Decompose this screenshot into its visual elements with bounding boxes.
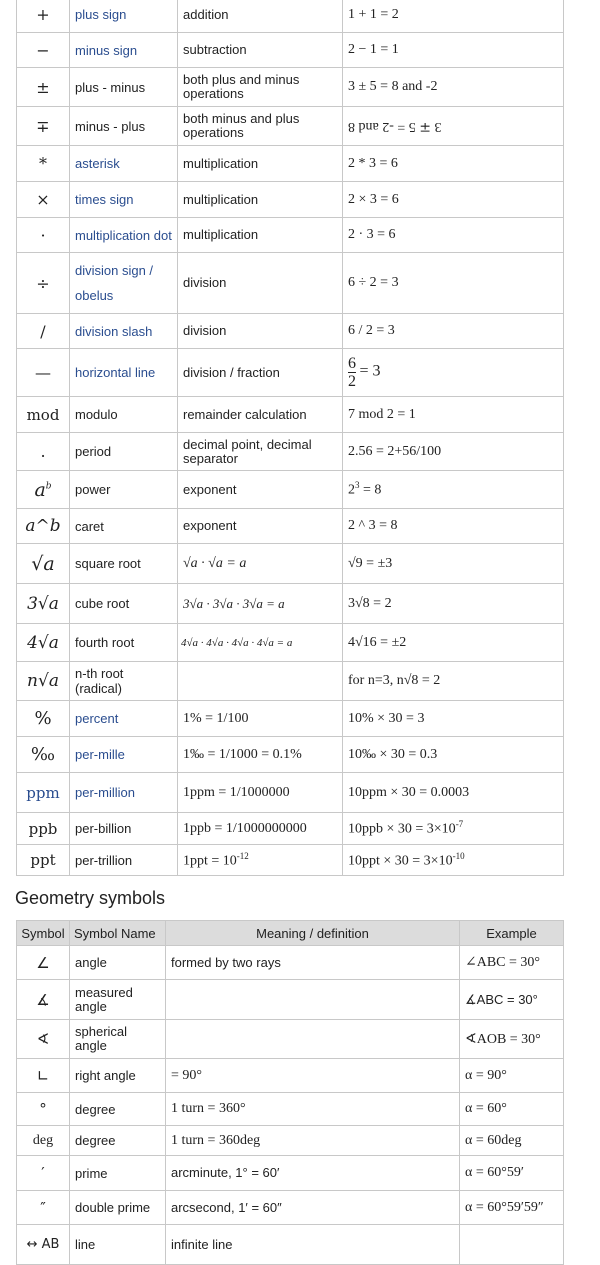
symbol-name: degree — [70, 1126, 166, 1156]
table-row — [17, 471, 564, 509]
meaning-cell: arcsecond, 1′ = 60″ — [166, 1191, 460, 1225]
example-exponent: 3 — [355, 480, 360, 491]
example-cell: 3√8 = 2 — [343, 584, 564, 624]
meaning-cell: 1‰ = 1/1000 = 0.1% — [178, 737, 343, 773]
meaning-cell — [166, 1020, 460, 1059]
meaning-cell — [178, 662, 343, 701]
symbol-name-link[interactable]: division slash — [70, 314, 178, 349]
example-cell: α = 60°59′ — [460, 1156, 564, 1191]
symbol-name-link[interactable]: division sign / obelus — [70, 253, 178, 314]
table-row — [17, 662, 564, 701]
symbol-name: n-th root (radical) — [70, 662, 178, 701]
symbol-name: per-billion — [70, 813, 178, 845]
symbol-cell: × — [17, 182, 70, 218]
symbol-cell: / — [17, 314, 70, 349]
symbol-cell: ′ — [17, 1156, 70, 1191]
example-cell: 4√16 = ±2 — [343, 624, 564, 662]
symbol-cell: ± — [17, 68, 70, 107]
symbol-name: measured angle — [70, 980, 166, 1020]
symbol-cell: n√a — [17, 662, 70, 701]
meaning-cell: multiplication — [178, 182, 343, 218]
symbol-name-link[interactable]: plus sign — [70, 0, 178, 33]
symbol-name: cube root — [70, 584, 178, 624]
column-header-symbol: Symbol — [17, 921, 70, 946]
meaning-cell: both minus and plus operations — [178, 107, 343, 146]
symbol-cell: ∠ — [17, 946, 70, 980]
example-cell: for n=3, n√8 = 2 — [343, 662, 564, 701]
table-row — [17, 218, 564, 253]
symbol-cell: ppt — [17, 845, 70, 876]
symbol-name-link[interactable]: horizontal line — [70, 349, 178, 397]
table-row — [17, 584, 564, 624]
symbol-name-link[interactable]: per-million — [70, 773, 178, 813]
fraction-numerator: 6 — [348, 355, 356, 372]
symbol-cell: ∟ — [17, 1059, 70, 1093]
symbol-cell: ↔ AB — [17, 1225, 70, 1265]
example-cell: 10ppm × 30 = 0.0003 — [343, 773, 564, 813]
meaning-cell: arcminute, 1° = 60′ — [166, 1156, 460, 1191]
example-cell — [343, 471, 564, 509]
table-row — [17, 509, 564, 544]
example-cell: 2.56 = 2+56/100 — [343, 433, 564, 471]
meaning-cell: 4√a · 4√a · 4√a · 4√a = a — [178, 624, 343, 662]
symbol-name: power — [70, 471, 178, 509]
symbol-cell — [17, 471, 70, 509]
symbol-cell: √a — [17, 544, 70, 584]
power-base: a — [34, 478, 46, 501]
meaning-cell: division — [178, 253, 343, 314]
fraction-denominator: 2 — [348, 373, 356, 390]
example-cell: 6 ÷ 2 = 3 — [343, 253, 564, 314]
symbol-name: period — [70, 433, 178, 471]
table-row — [17, 1156, 564, 1191]
meaning-cell: addition — [178, 0, 343, 33]
symbol-name: prime — [70, 1156, 166, 1191]
symbol-name-link[interactable]: per-mille — [70, 737, 178, 773]
meaning-cell — [178, 845, 343, 876]
meaning-cell: decimal point, decimal separator — [178, 433, 343, 471]
symbol-cell: ″ — [17, 1191, 70, 1225]
symbol-cell: % — [17, 701, 70, 737]
table-row — [17, 845, 564, 876]
symbol-cell: + — [17, 0, 70, 33]
table-row — [17, 1059, 564, 1093]
table-row — [17, 349, 564, 397]
example-cell: 6 / 2 = 3 — [343, 314, 564, 349]
example-exponent: -10 — [452, 850, 465, 861]
example-cell: 10% × 30 = 3 — [343, 701, 564, 737]
table-row — [17, 397, 564, 433]
symbol-name: double prime — [70, 1191, 166, 1225]
table-row — [17, 544, 564, 584]
table-row — [17, 68, 564, 107]
symbol-cell: — — [17, 349, 70, 397]
example-exponent: -7 — [455, 819, 464, 830]
example-text: 10ppb × 30 = 3×10 — [348, 821, 456, 837]
symbol-name: angle — [70, 946, 166, 980]
example-cell — [343, 349, 564, 397]
example-cell — [343, 845, 564, 876]
table-row — [17, 624, 564, 662]
example-cell: ∡ABC = 30° — [460, 980, 564, 1020]
table-row — [17, 1126, 564, 1156]
symbol-cell: · — [17, 218, 70, 253]
symbol-cell: ∡ — [17, 980, 70, 1020]
meaning-text: 1ppt = 10 — [183, 853, 237, 869]
example-cell: α = 60deg — [460, 1126, 564, 1156]
column-header-meaning: Meaning / definition — [166, 921, 460, 946]
symbol-cell: − — [17, 33, 70, 68]
symbol-cell: ÷ — [17, 253, 70, 314]
symbol-name: plus - minus — [70, 68, 178, 107]
meaning-cell: 1 turn = 360° — [166, 1093, 460, 1126]
example-flipped-text: 3 ∓ 5 = -2 and 8 — [348, 118, 442, 134]
example-text: 10ppt × 30 = 3×10 — [348, 853, 453, 869]
example-cell: α = 90° — [460, 1059, 564, 1093]
example-cell: 2 − 1 = 1 — [343, 33, 564, 68]
table-row — [17, 813, 564, 845]
example-cell: α = 60°59′59″ — [460, 1191, 564, 1225]
table-row — [17, 433, 564, 471]
symbol-cell: ∢ — [17, 1020, 70, 1059]
example-cell: 2 × 3 = 6 — [343, 182, 564, 218]
example-cell: 2 · 3 = 6 — [343, 218, 564, 253]
example-result: = 8 — [359, 482, 382, 498]
table-row — [17, 314, 564, 349]
symbol-cell: a^b — [17, 509, 70, 544]
table-row — [17, 737, 564, 773]
meaning-cell: multiplication — [178, 218, 343, 253]
column-header-example: Example — [460, 921, 564, 946]
symbol-name: minus - plus — [70, 107, 178, 146]
meaning-cell: formed by two rays — [166, 946, 460, 980]
fraction — [348, 355, 356, 390]
symbol-name-link[interactable]: asterisk — [70, 146, 178, 182]
table-row — [17, 1191, 564, 1225]
geometry-symbols-table — [16, 920, 564, 1265]
table-row — [17, 1225, 564, 1265]
symbol-cell: * — [17, 146, 70, 182]
table-row — [17, 33, 564, 68]
example-cell: ∠ABC = 30° — [460, 946, 564, 980]
meaning-cell: infinite line — [166, 1225, 460, 1265]
meaning-cell: = 90° — [166, 1059, 460, 1093]
table-row — [17, 1093, 564, 1126]
example-cell: α = 60° — [460, 1093, 564, 1126]
table-row — [17, 107, 564, 146]
meaning-cell: 1 turn = 360deg — [166, 1126, 460, 1156]
meaning-cell: 1ppb = 1/1000000000 — [178, 813, 343, 845]
symbol-name: per-trillion — [70, 845, 178, 876]
meaning-cell: 1ppm = 1/1000000 — [178, 773, 343, 813]
meaning-cell: both plus and minus operations — [178, 68, 343, 107]
symbol-cell: deg — [17, 1126, 70, 1156]
fraction-result: = 3 — [359, 362, 381, 380]
symbol-cell: ∓ — [17, 107, 70, 146]
table-row — [17, 980, 564, 1020]
symbol-cell: . — [17, 433, 70, 471]
table-row — [17, 946, 564, 980]
symbol-name: degree — [70, 1093, 166, 1126]
symbol-name-link[interactable]: percent — [70, 701, 178, 737]
table-row — [17, 253, 564, 314]
symbol-name-link[interactable]: multiplication dot — [70, 218, 178, 253]
symbol-name: fourth root — [70, 624, 178, 662]
symbol-name: spherical angle — [70, 1020, 166, 1059]
meaning-cell: exponent — [178, 509, 343, 544]
column-header-name: Symbol Name — [70, 921, 166, 946]
symbol-cell: ‰ — [17, 737, 70, 773]
meaning-cell: 1% = 1/100 — [178, 701, 343, 737]
meaning-cell: √a · √a = a — [178, 544, 343, 584]
symbol-name: right angle — [70, 1059, 166, 1093]
example-cell: 3 ± 5 = 8 and -2 — [343, 68, 564, 107]
meaning-cell: division / fraction — [178, 349, 343, 397]
example-cell: 7 mod 2 = 1 — [343, 397, 564, 433]
example-cell — [343, 813, 564, 845]
table-row — [17, 146, 564, 182]
symbol-name-link[interactable]: times sign — [70, 182, 178, 218]
symbol-name: line — [70, 1225, 166, 1265]
table-row — [17, 701, 564, 737]
symbol-name-link[interactable]: minus sign — [70, 33, 178, 68]
symbol-cell: ppm — [17, 773, 70, 813]
table-row — [17, 0, 564, 33]
symbol-name: square root — [70, 544, 178, 584]
example-cell: ∢AOB = 30° — [460, 1020, 564, 1059]
example-cell — [460, 1225, 564, 1265]
table-row — [17, 182, 564, 218]
table-row — [17, 773, 564, 813]
example-cell: 2 * 3 = 6 — [343, 146, 564, 182]
meaning-cell: exponent — [178, 471, 343, 509]
example-cell: 10‰ × 30 = 0.3 — [343, 737, 564, 773]
meaning-cell: subtraction — [178, 33, 343, 68]
example-cell: √9 = ±3 — [343, 544, 564, 584]
meaning-cell — [166, 980, 460, 1020]
table-header-row — [17, 921, 564, 946]
example-cell: 2 ^ 3 = 8 — [343, 509, 564, 544]
meaning-cell: multiplication — [178, 146, 343, 182]
symbol-cell: ° — [17, 1093, 70, 1126]
table-row — [17, 1020, 564, 1059]
meaning-cell: 3√a · 3√a · 3√a = a — [178, 584, 343, 624]
example-cell: 1 + 1 = 2 — [343, 0, 564, 33]
meaning-cell: remainder calculation — [178, 397, 343, 433]
meaning-exponent: -12 — [236, 850, 249, 861]
section-heading: Geometry symbols — [15, 888, 166, 908]
example-base: 2 — [348, 482, 355, 498]
example-cell — [343, 107, 564, 146]
symbol-cell: ppb — [17, 813, 70, 845]
symbol-name: modulo — [70, 397, 178, 433]
meaning-cell: division — [178, 314, 343, 349]
power-exponent: b — [45, 481, 52, 492]
math-symbols-table — [16, 0, 564, 876]
symbol-cell: 4√a — [17, 624, 70, 662]
symbol-cell: 3√a — [17, 584, 70, 624]
symbol-cell: mod — [17, 397, 70, 433]
symbol-name: caret — [70, 509, 178, 544]
